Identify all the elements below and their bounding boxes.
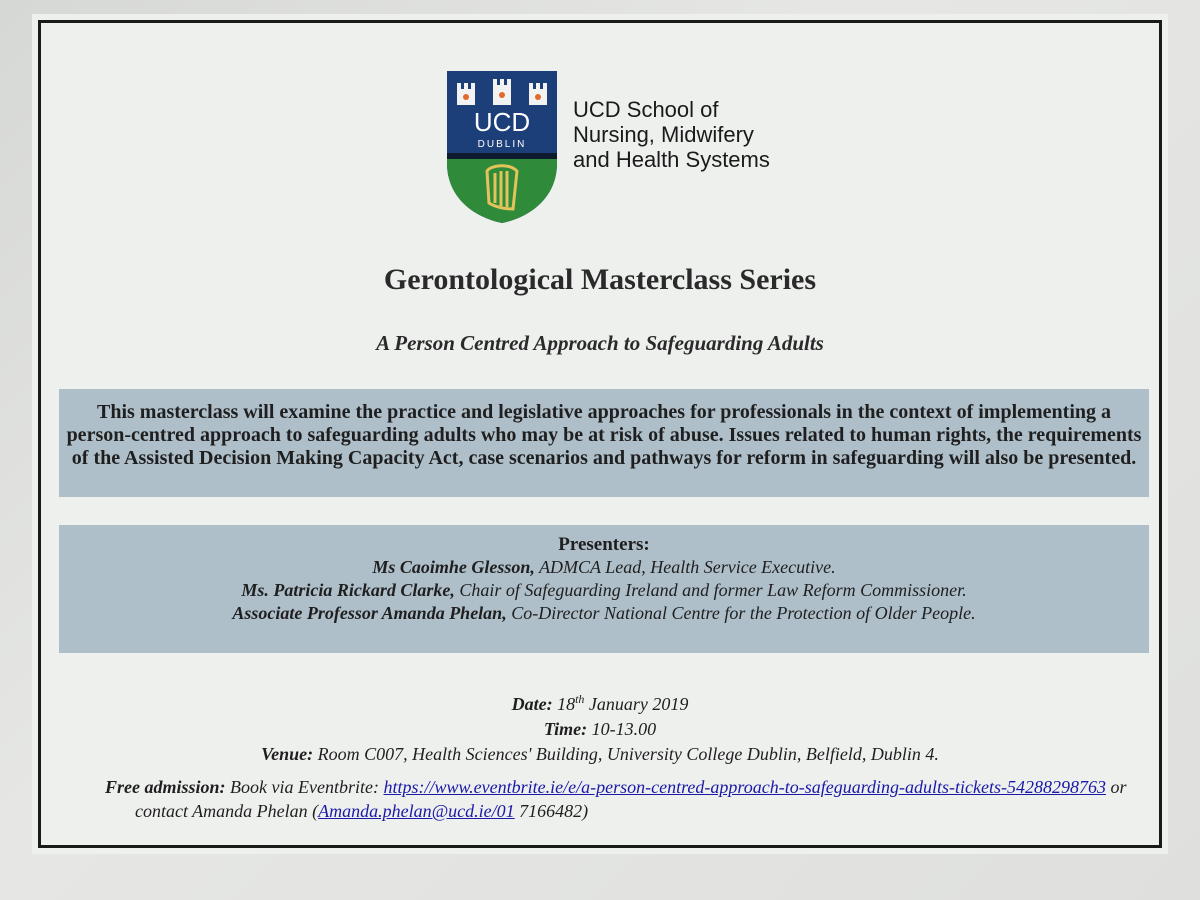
admission-info (105, 775, 1129, 823)
time-value: 10-13.00 (587, 719, 657, 739)
event-time (41, 717, 1159, 742)
date-day: 18 (552, 694, 576, 714)
description-band (59, 389, 1149, 497)
logo-mark-subtext: DUBLIN (477, 139, 527, 150)
admission-text: Book via Eventbrite: (225, 777, 384, 797)
page-title: Gerontological Masterclass Series (383, 263, 817, 296)
event-venue (41, 742, 1159, 767)
venue-value: Room C007, Health Sciences' Building, University College Dublin, Belfield, Dublin 4. (313, 744, 939, 764)
venue-label: Venue: (261, 744, 314, 764)
admission-text: or contact Amanda Phelan ( (135, 777, 1127, 821)
presenter-role: Chair of Safeguarding Ireland and former Law Reform Commissioner. (454, 580, 967, 600)
presenter-item (65, 556, 1143, 579)
date-label: Date: (511, 694, 553, 714)
event-details (41, 687, 1159, 767)
admission-label: Free admission: (105, 777, 226, 797)
presenters-heading: Presenters: (558, 534, 650, 555)
presenter-role: ADMCA Lead, Health Service Executive. (534, 557, 836, 577)
event-date (41, 687, 1159, 717)
presenter-item (65, 602, 1143, 625)
logo-mark-text: UCD (473, 107, 531, 137)
presenters-band (59, 525, 1149, 653)
presenter-role: Co-Director National Centre for the Protection of Older People. (506, 603, 976, 623)
presenter-name: Ms. Patricia Rickard Clarke, (241, 580, 455, 600)
time-label: Time: (543, 719, 588, 739)
presenter-item (65, 579, 1143, 602)
poster-frame (38, 20, 1162, 848)
ucd-logo (443, 67, 783, 225)
email-link[interactable]: Amanda.phelan@ucd.ie/01 (318, 801, 515, 821)
page-subtitle: A Person Centred Approach to Safeguarding Adults (376, 331, 824, 355)
eventbrite-link[interactable]: https://www.eventbrite.ie/e/a-person-centred-approach-to-safeguarding-adults-tickets-54288298763 (383, 777, 1106, 797)
date-suffix: th (575, 692, 585, 706)
poster-page (32, 14, 1168, 854)
school-name: UCD School of Nursing, Midwifery and Health Systems (573, 97, 770, 172)
ucd-shield-icon (443, 67, 561, 225)
presenter-name: Ms Caoimhe Glesson, (372, 557, 535, 577)
admission-text: 7166482) (514, 801, 589, 821)
presenter-name: Associate Professor Amanda Phelan, (232, 603, 507, 623)
date-rest: January 2019 (584, 694, 689, 714)
description-text: This masterclass will examine the practice and legislative approaches for professionals in the context of implementing a person-centred approach to safeguarding adults who may be at risk of abuse. Issues related to human rights, the requirements of the Assisted Decision Making Capacity Act, case scenarios and pathways for reform in safeguarding will also be presented. (66, 401, 1142, 469)
